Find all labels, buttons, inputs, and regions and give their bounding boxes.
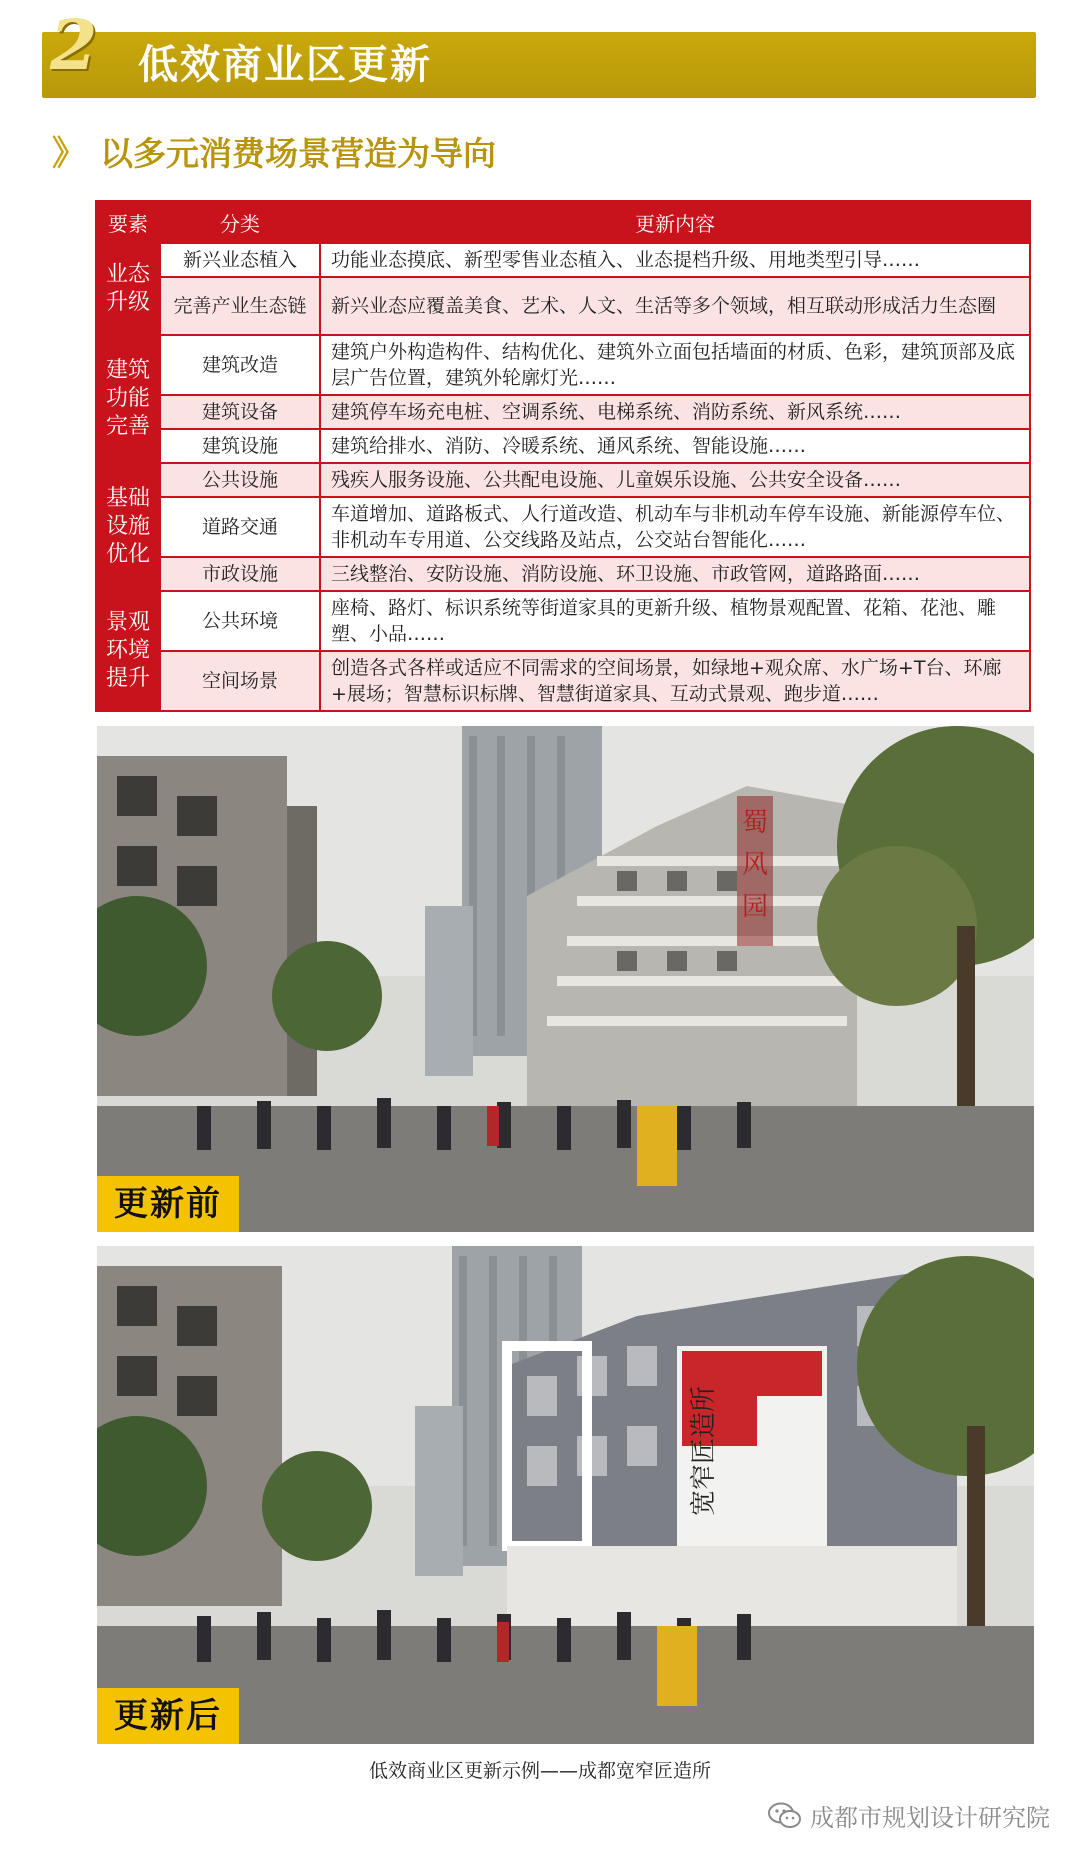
table-row — [96, 335, 1030, 395]
header-element: 要素 — [96, 201, 160, 243]
street-scene-before — [97, 726, 1034, 1232]
category-cell: 新兴业态植入 — [160, 243, 320, 277]
content-cell: 三线整治、安防设施、消防设施、环卫设施、市政管网，道路路面…… — [320, 557, 1030, 591]
photo-after — [97, 1246, 1034, 1744]
category-cell: 建筑改造 — [160, 335, 320, 395]
content-cell: 建筑停车场充电桩、空调系统、电梯系统、消防系统、新风系统…… — [320, 395, 1030, 429]
content-cell: 新兴业态应覆盖美食、艺术、人文、生活等多个领域，相互联动形成活力生态圈 — [320, 277, 1030, 335]
content-cell: 创造各式各样或适应不同需求的空间场景，如绿地+观众席、水广场+T台、环廊+展场；智慧标识标牌、智慧街道家具、互动式景观、跑步道…… — [320, 651, 1030, 711]
double-chevron-icon: 》 — [52, 134, 80, 174]
street-scene-after — [97, 1246, 1034, 1744]
before-badge: 更新前 — [97, 1176, 239, 1232]
table-row — [96, 243, 1030, 277]
subtitle: 以多元消费场景营造为导向 — [100, 134, 496, 173]
sign-char: 蜀 — [741, 808, 769, 838]
table-row — [96, 429, 1030, 463]
table-row — [96, 463, 1030, 497]
section-number: 2 — [50, 6, 98, 86]
element-cell: 业态升级 — [96, 243, 160, 335]
content-cell: 建筑户外构造构件、结构优化、建筑外立面包括墙面的材质、色彩，建筑顶部及底层广告位置，建筑外轮廓灯光…… — [320, 335, 1030, 395]
header-content: 更新内容 — [320, 201, 1030, 243]
element-cell: 建筑功能完善 — [96, 335, 160, 463]
table-row — [96, 591, 1030, 651]
category-cell: 道路交通 — [160, 497, 320, 557]
sign-char: 风 — [741, 850, 769, 880]
header-category: 分类 — [160, 201, 320, 243]
content-cell: 车道增加、道路板式、人行道改造、机动车与非机动车停车设施、新能源停车位、非机动车专用道、公交线路及站点，公交站台智能化…… — [320, 497, 1030, 557]
figure-caption: 低效商业区更新示例——成都宽窄匠造所 — [368, 1760, 711, 1782]
table-header-row — [96, 201, 1030, 243]
content-cell: 座椅、路灯、标识系统等街道家具的更新升级、植物景观配置、花箱、花池、雕塑、小品…… — [320, 591, 1030, 651]
table-row — [96, 557, 1030, 591]
content-cell: 建筑给排水、消防、冷暖系统、通风系统、智能设施…… — [320, 429, 1030, 463]
sign-text: 宽窄匠造所 — [689, 1385, 719, 1516]
section-title: 低效商业区更新 — [138, 42, 432, 88]
update-elements-table — [95, 200, 1031, 712]
element-cell: 基础设施优化 — [96, 463, 160, 591]
watermark — [768, 1798, 1050, 1833]
table-row — [96, 277, 1030, 335]
sign-char: 园 — [741, 892, 769, 922]
category-cell: 公共设施 — [160, 463, 320, 497]
table-row — [96, 651, 1030, 711]
wechat-icon — [768, 1802, 802, 1830]
category-cell: 建筑设备 — [160, 395, 320, 429]
photo-before — [97, 726, 1034, 1232]
category-cell: 空间场景 — [160, 651, 320, 711]
after-badge: 更新后 — [97, 1688, 239, 1744]
element-cell: 景观环境提升 — [96, 591, 160, 711]
content-cell: 残疾人服务设施、公共配电设施、儿童娱乐设施、公共安全设备…… — [320, 463, 1030, 497]
category-cell: 市政设施 — [160, 557, 320, 591]
table-row — [96, 497, 1030, 557]
watermark-text: 成都市规划设计研究院 — [810, 1804, 1050, 1832]
content-cell: 功能业态摸底、新型零售业态植入、业态提档升级、用地类型引导…… — [320, 243, 1030, 277]
category-cell: 建筑设施 — [160, 429, 320, 463]
category-cell: 完善产业生态链 — [160, 277, 320, 335]
table-row — [96, 395, 1030, 429]
category-cell: 公共环境 — [160, 591, 320, 651]
